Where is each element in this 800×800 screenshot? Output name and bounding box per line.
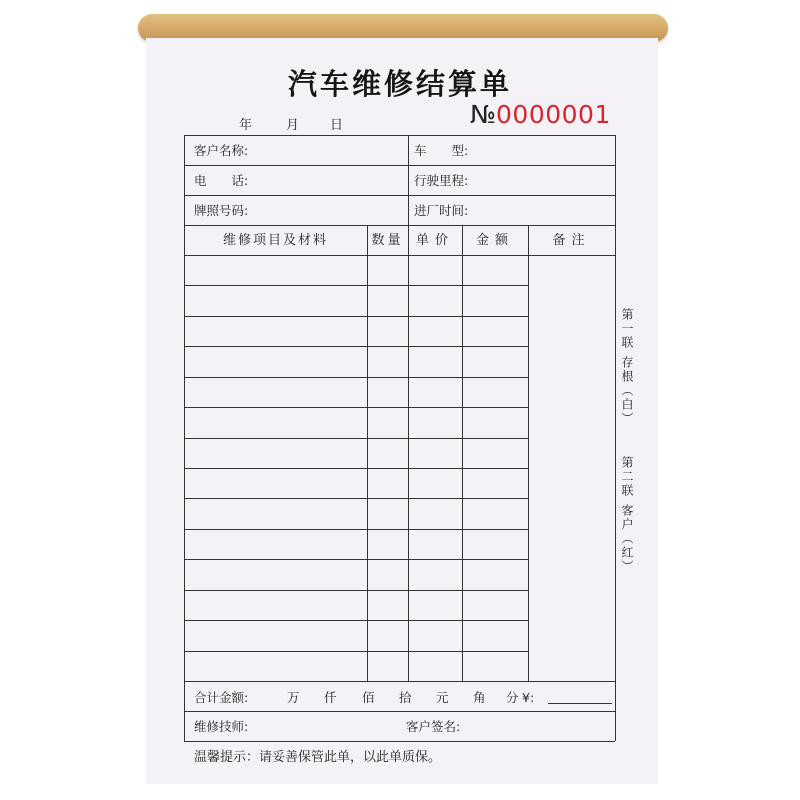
header-bottom <box>184 255 615 256</box>
copy-label-first: 第一联 存根（白） <box>620 308 634 426</box>
table-row[interactable] <box>184 316 528 317</box>
column-divider-remarks <box>528 225 529 681</box>
warm-tip: 温馨提示：请妥善保管此单，以此单质保。 <box>194 750 442 765</box>
unit-bai: 佰 <box>362 690 375 705</box>
serial-digits: 0000001 <box>496 100 611 129</box>
header-price: 单价 <box>415 233 454 248</box>
entry-time-field[interactable]: 进厂时间: <box>414 203 469 218</box>
unit-shi: 拾 <box>399 690 412 705</box>
customer-signature-field[interactable]: 客户签名: <box>406 719 461 734</box>
footer-row-top <box>184 711 615 712</box>
date-month-label: 月 <box>286 118 300 133</box>
plate-number-field[interactable]: 牌照号码: <box>194 203 249 218</box>
total-amount-input-line[interactable] <box>548 703 612 704</box>
car-model-field[interactable]: 车 型: <box>414 143 469 158</box>
table-row[interactable] <box>184 559 528 560</box>
unit-wan: 万 <box>287 690 300 705</box>
date-year-label: 年 <box>239 118 253 133</box>
table-row[interactable] <box>184 438 528 439</box>
column-divider-price <box>408 225 409 681</box>
unit-qian: 仟 <box>324 690 337 705</box>
header-remarks: 备注 <box>552 233 591 248</box>
customer-name-field[interactable]: 客户名称: <box>194 143 249 158</box>
table-row[interactable] <box>184 468 528 469</box>
frame-bottom <box>184 741 615 742</box>
header-items: 维修项目及材料 <box>222 233 328 248</box>
phone-field[interactable]: 电 话: <box>194 173 249 188</box>
grid-line <box>184 165 615 166</box>
frame-right <box>615 135 616 741</box>
table-row[interactable] <box>184 651 528 652</box>
info-divider <box>408 135 409 225</box>
table-row[interactable] <box>184 346 528 347</box>
form-title: 汽车维修结算单 <box>287 67 512 101</box>
grid-line <box>184 225 615 226</box>
frame-top <box>184 135 615 136</box>
table-row[interactable] <box>184 590 528 591</box>
column-divider-quantity <box>367 225 368 681</box>
table-row[interactable] <box>184 620 528 621</box>
header-amount: 金额 <box>475 233 514 248</box>
technician-field[interactable]: 维修技师: <box>194 719 249 734</box>
unit-yuan: 元 <box>436 690 449 705</box>
unit-jiao: 角 <box>473 690 486 705</box>
total-amount-label: 合计金额: <box>194 690 249 705</box>
table-row[interactable] <box>184 498 528 499</box>
header-quantity: 数量 <box>371 233 404 248</box>
table-row[interactable] <box>184 529 528 530</box>
table-row[interactable] <box>184 407 528 408</box>
grid-line <box>184 195 615 196</box>
table-row[interactable] <box>184 377 528 378</box>
mileage-field[interactable]: 行驶里程: <box>414 173 469 188</box>
serial-prefix: № <box>470 100 497 129</box>
table-row[interactable] <box>184 285 528 286</box>
copy-label-second: 第二联 客户（红） <box>620 456 634 574</box>
currency-symbol: ¥: <box>522 690 535 705</box>
column-divider-amount <box>462 225 463 681</box>
date-day-label: 日 <box>330 118 344 133</box>
total-row-top <box>184 681 615 682</box>
unit-fen: 分 <box>506 690 519 705</box>
serial-number <box>470 100 611 129</box>
